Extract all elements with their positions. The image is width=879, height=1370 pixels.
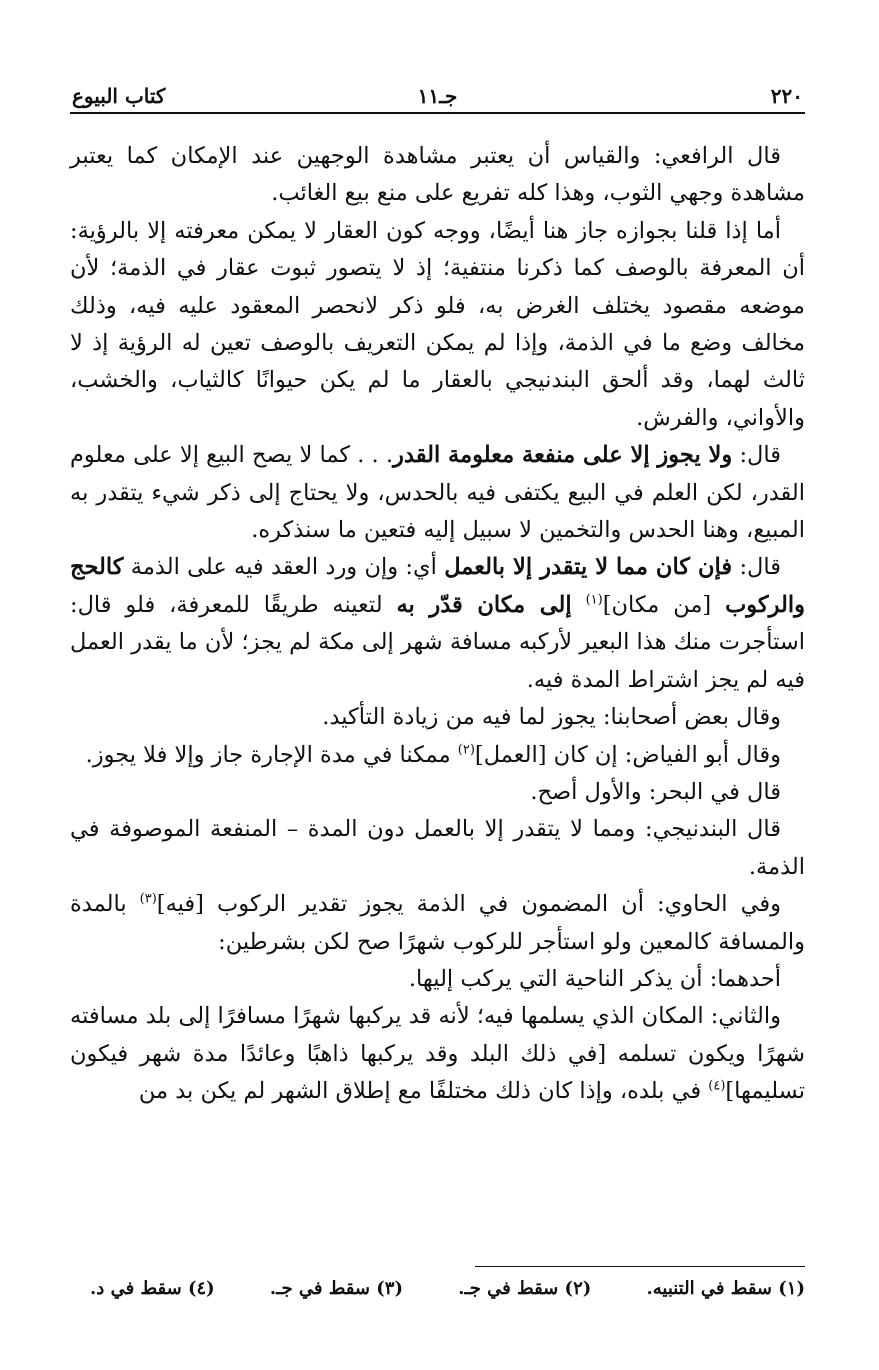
- text-segment: وقال بعض أصحابنا: يجوز لما فيه من زيادة التأكيد.: [322, 704, 781, 731]
- paragraph: [70, 961, 805, 998]
- body-text: [70, 138, 805, 1111]
- footnotes: [90, 1278, 805, 1299]
- text-segment: أي: وإن ورد العقد فيه على الذمة: [123, 554, 445, 581]
- footnote: (١) سقط في التنبيه.: [646, 1278, 805, 1299]
- text-segment: . . . كما لا يصح البيع إلا على معلوم القدر، لكن العلم في البيع يكتفى فيه بالحدس، ولا يحتاج إلى ذكر شيء يتقدر به المبيع، وهنا الحدس والتخمين لا سبيل إليه فتعين ما سنذكره.: [70, 442, 805, 544]
- text-segment: قال:: [732, 442, 781, 469]
- text-segment: وفي الحاوي: أن المضمون في الذمة يجوز تقدير الركوب [فيه]: [156, 891, 782, 918]
- paragraph: [70, 998, 805, 1110]
- page-header: [70, 78, 805, 112]
- paragraph: [70, 138, 805, 213]
- text-segment: قال البندنيجي: ومما لا يتقدر إلا بالعمل دون المدة – المنفعة الموصوفة في الذمة.: [70, 816, 805, 880]
- text-segment: ممكنا في مدة الإجارة جاز وإلا فلا يجوز.: [85, 741, 458, 768]
- paragraph: [70, 437, 805, 549]
- paragraph: [70, 737, 805, 774]
- paragraph: [70, 886, 805, 961]
- book-title: كتاب البيوع: [72, 84, 166, 108]
- paragraph: [70, 774, 805, 811]
- footnote-rule: [475, 1266, 805, 1267]
- footnote-ref: (٣): [139, 891, 157, 907]
- footnote-ref: (٤): [708, 1078, 726, 1094]
- text-segment: [من مكان]: [602, 591, 726, 618]
- text-segment: وقال أبو الفياض: إن كان [العمل]: [474, 741, 781, 768]
- text-segment: قال في البحر: والأول أصح.: [530, 778, 781, 805]
- text-segment: لتعينه طريقًا للمعرفة، فلو قال: استأجرت منك هذا البعير لأركبه مسافة شهر إلى مكة لم يجز؛ لأن ما يقدر العمل فيه لم يجز اشتراط المدة فيه.: [70, 591, 805, 693]
- bold-text: كالحج والركوب: [70, 554, 805, 618]
- footnote: (٢) سقط في جـ.: [458, 1278, 592, 1299]
- volume-label: جـ١١: [417, 84, 458, 108]
- bold-text: إلى مكان قدّر به: [396, 591, 572, 618]
- page: [70, 78, 805, 1330]
- text-segment: أما إذا قلنا بجوازه جاز هنا أيضًا، ووجه كون العقار لا يمكن معرفته إلا بالرؤية: أن المعرفة بالوصف كما ذكرنا منتفية؛ إذ لا يتصور ثبوت عقار في الذمة؛ لأن موضعه مقصود يختلف الغرض به، فلو ذكر لانحصر المعقود عليه فيه، وذلك مخالف وضع ما في الذمة، وإذا لم يمكن التعريف بالوصف تعين له الرؤية إذ لا ثالث لهما، وقد ألحق البندنيجي بالعقار ما لم يكن حيوانًا كالثياب، والخشب، والأواني، والفرش.: [70, 217, 805, 431]
- footnote-ref: (١): [585, 592, 603, 608]
- text-segment: في بلده، وإذا كان ذلك مختلفًا مع إطلاق الشهر لم يكن بد من: [138, 1078, 709, 1105]
- paragraph: [70, 549, 805, 699]
- page-number: ٢٢٠: [770, 84, 803, 108]
- text-segment: قال الرافعي: والقياس أن يعتبر مشاهدة الوجهين عند الإمكان كما يعتبر مشاهدة وجهي الثوب، وهذا كله تفريع على منع بيع الغائب.: [70, 143, 805, 207]
- footnote-ref: (٢): [457, 742, 475, 757]
- text-segment: [572, 592, 586, 618]
- paragraph: [70, 213, 805, 437]
- header-rule: [70, 112, 805, 114]
- footnote: (٤) سقط في د.: [90, 1278, 215, 1299]
- footnote: (٣) سقط في جـ.: [269, 1278, 403, 1299]
- bold-text: فإن كان مما لا يتقدر إلا بالعمل: [444, 554, 733, 581]
- paragraph: [70, 699, 805, 736]
- text-segment: أحدهما: أن يذكر الناحية التي يركب إليها.: [408, 965, 781, 992]
- text-segment: والثاني: المكان الذي يسلمها فيه؛ لأنه قد يركبها شهرًا مسافرًا إلى بلد مسافته شهرًا ويكون تسلمه [في ذلك البلد وقد يركبها ذاهبًا وعائدًا مدة شهر فيكون تسليمها]: [70, 1003, 805, 1105]
- text-segment: بالمدة والمسافة كالمعين ولو استأجر للركوب شهرًا صح لكن بشرطين:: [70, 891, 805, 955]
- text-segment: قال:: [732, 554, 781, 581]
- bold-text: ولا يجوز إلا على منفعة معلومة القدر: [393, 442, 733, 469]
- paragraph: [70, 811, 805, 886]
